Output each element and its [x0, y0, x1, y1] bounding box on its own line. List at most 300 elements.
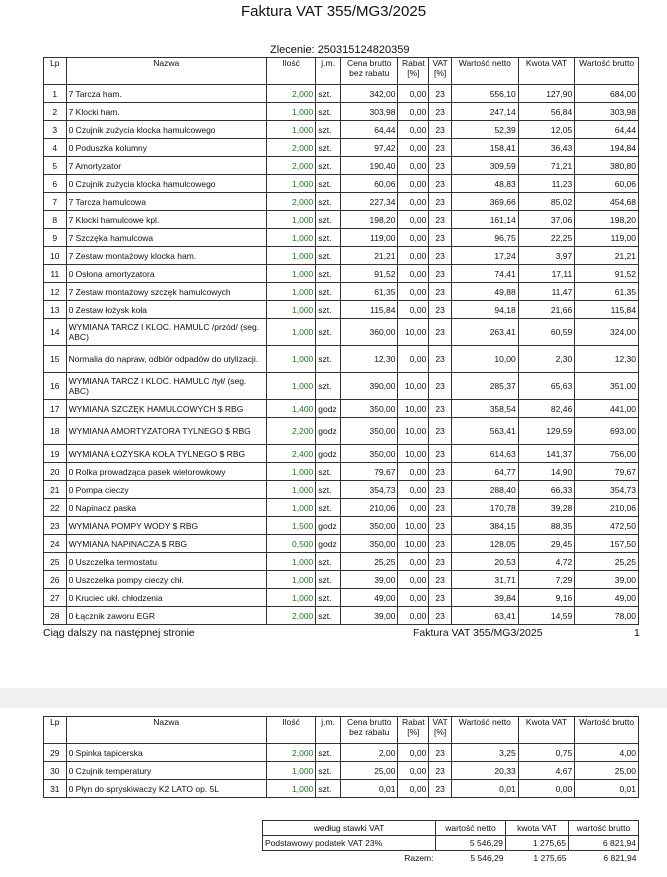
- invoice-title: Faktura VAT 355/MG3/2025: [240, 3, 427, 20]
- row-unit: szt.: [316, 319, 341, 346]
- table-row: [44, 139, 639, 157]
- row-net-value: 309,59: [451, 157, 518, 175]
- row-quantity: 1,000: [266, 553, 315, 571]
- row-vat-amount: 12,05: [518, 121, 575, 139]
- row-name: WYMIANA POMPY WODY $ RBG: [66, 517, 266, 535]
- row-net-value: 170,78: [451, 499, 518, 517]
- row-vat-rate: 23: [429, 85, 452, 103]
- table-row: [44, 553, 639, 571]
- row-unit: godz: [316, 517, 341, 535]
- row-vat-rate: 23: [429, 319, 452, 346]
- row-name: WYMIANA SZCZĘK HAMULCOWYCH $ RBG: [66, 400, 266, 418]
- table-row: [44, 499, 639, 517]
- row-discount: 0,00: [398, 780, 429, 798]
- summary-h-netto: wartość netto: [436, 821, 506, 836]
- table-row: [44, 319, 639, 346]
- row-vat-rate: 23: [429, 373, 452, 400]
- row-discount: 10,00: [398, 418, 429, 445]
- row-name: 0 Osłona amortyzatora: [66, 265, 266, 283]
- row-vat-rate: 23: [429, 499, 452, 517]
- col-vat: VAT [%]: [429, 58, 452, 85]
- row-unit: szt.: [316, 481, 341, 499]
- summary-total-kwota: 1 275,65: [533, 853, 567, 864]
- row-quantity: 1,000: [266, 211, 315, 229]
- row-quantity: 2,000: [266, 85, 315, 103]
- row-vat-amount: 88,35: [518, 517, 575, 535]
- row-vat-rate: 23: [429, 121, 452, 139]
- table-row: [44, 607, 639, 625]
- table-row: [44, 301, 639, 319]
- summary-row-netto: 5 546,29: [436, 836, 506, 851]
- row-price: 91,52: [340, 265, 398, 283]
- row-gross-value: 64,44: [575, 121, 639, 139]
- row-unit: szt.: [316, 247, 341, 265]
- row-quantity: 0,500: [266, 535, 315, 553]
- row-price: 303,98: [340, 103, 398, 121]
- row-price: 115,84: [340, 301, 398, 319]
- row-gross-value: 157,50: [575, 535, 639, 553]
- row-lp: 31: [44, 780, 67, 798]
- table-row: [44, 535, 639, 553]
- row-vat-amount: 82,46: [518, 400, 575, 418]
- row-gross-value: 49,00: [575, 589, 639, 607]
- row-net-value: 17,24: [451, 247, 518, 265]
- row-gross-value: 303,98: [575, 103, 639, 121]
- row-vat-rate: 23: [429, 400, 452, 418]
- row-price: 49,00: [340, 589, 398, 607]
- table-row: [44, 103, 639, 121]
- table-row: [44, 211, 639, 229]
- row-quantity: 2,200: [266, 418, 315, 445]
- row-discount: 0,00: [398, 139, 429, 157]
- summary-total-brutto: 6 821,94: [603, 853, 637, 864]
- row-gross-value: 354,73: [575, 481, 639, 499]
- order-number: Zlecenie: 250315124820359: [270, 44, 410, 56]
- row-gross-value: 198,20: [575, 211, 639, 229]
- row-discount: 0,00: [398, 265, 429, 283]
- row-net-value: 10,00: [451, 346, 518, 373]
- row-price: 0,01: [340, 780, 398, 798]
- row-unit: godz: [316, 418, 341, 445]
- row-net-value: 31,71: [451, 571, 518, 589]
- row-net-value: 94,18: [451, 301, 518, 319]
- row-name: 7 Zestaw montażowy klocka ham.: [66, 247, 266, 265]
- row-quantity: 1,000: [266, 175, 315, 193]
- summary-vat-row: [263, 836, 639, 851]
- summary-row-kwota: 1 275,65: [506, 836, 569, 851]
- row-discount: 0,00: [398, 229, 429, 247]
- row-vat-amount: 7,29: [518, 571, 575, 589]
- table-row: [44, 463, 639, 481]
- row-lp: 11: [44, 265, 67, 283]
- row-unit: szt.: [316, 157, 341, 175]
- row-gross-value: 693,00: [575, 418, 639, 445]
- row-vat-amount: 39,28: [518, 499, 575, 517]
- col-kwota: Kwota VAT: [518, 717, 575, 744]
- row-gross-value: 61,35: [575, 283, 639, 301]
- row-vat-amount: 71,21: [518, 157, 575, 175]
- row-vat-rate: 23: [429, 193, 452, 211]
- row-vat-rate: 23: [429, 607, 452, 625]
- row-price: 350,00: [340, 400, 398, 418]
- row-unit: szt.: [316, 499, 341, 517]
- row-net-value: 52,39: [451, 121, 518, 139]
- row-name: 0 Płyn do spryskiwaczy K2 LATO op. 5L: [66, 780, 266, 798]
- row-gross-value: 194,84: [575, 139, 639, 157]
- row-discount: 0,00: [398, 103, 429, 121]
- row-lp: 29: [44, 744, 67, 762]
- row-price: 350,00: [340, 535, 398, 553]
- row-discount: 0,00: [398, 499, 429, 517]
- row-vat-rate: 23: [429, 211, 452, 229]
- row-lp: 15: [44, 346, 67, 373]
- row-net-value: 358,54: [451, 400, 518, 418]
- row-price: 39,00: [340, 571, 398, 589]
- row-unit: szt.: [316, 265, 341, 283]
- col-lp: Lp: [44, 717, 67, 744]
- col-lp: Lp: [44, 58, 67, 85]
- row-quantity: 2,000: [266, 139, 315, 157]
- row-unit: szt.: [316, 780, 341, 798]
- col-brutto: Wartość brutto: [575, 717, 639, 744]
- row-vat-rate: 23: [429, 553, 452, 571]
- col-nazwa: Nazwa: [66, 717, 266, 744]
- row-lp: 4: [44, 139, 67, 157]
- row-vat-amount: 85,02: [518, 193, 575, 211]
- row-gross-value: 79,67: [575, 463, 639, 481]
- row-vat-amount: 36,43: [518, 139, 575, 157]
- row-gross-value: 324,00: [575, 319, 639, 346]
- col-cena: Cena brutto bez rabatu: [340, 717, 398, 744]
- row-price: 350,00: [340, 418, 398, 445]
- row-vat-rate: 23: [429, 762, 452, 780]
- row-gross-value: 454,68: [575, 193, 639, 211]
- row-name: WYMIANA TARCZ I KLOC. HAMULC /tył/ (seg. ABC): [66, 373, 266, 400]
- row-net-value: 39,84: [451, 589, 518, 607]
- row-quantity: 2,000: [266, 744, 315, 762]
- row-vat-rate: 23: [429, 463, 452, 481]
- row-discount: 0,00: [398, 762, 429, 780]
- row-vat-amount: 11,47: [518, 283, 575, 301]
- row-discount: 0,00: [398, 346, 429, 373]
- row-lp: 27: [44, 589, 67, 607]
- row-price: 79,67: [340, 463, 398, 481]
- row-name: 0 Zestaw łożysk koła: [66, 301, 266, 319]
- row-vat-amount: 127,90: [518, 85, 575, 103]
- row-price: 190,40: [340, 157, 398, 175]
- col-rabat: Rabat [%]: [398, 58, 429, 85]
- row-lp: 13: [44, 301, 67, 319]
- row-vat-amount: 37,06: [518, 211, 575, 229]
- row-name: 7 Tarcza ham.: [66, 85, 266, 103]
- row-net-value: 158,41: [451, 139, 518, 157]
- row-vat-amount: 60,59: [518, 319, 575, 346]
- continued-note: Ciąg dalszy na następnej stronie: [43, 627, 195, 639]
- row-name: 0 Pompa cieczy: [66, 481, 266, 499]
- row-price: 227,34: [340, 193, 398, 211]
- row-vat-rate: 23: [429, 301, 452, 319]
- table-row: [44, 247, 639, 265]
- row-vat-amount: 65,63: [518, 373, 575, 400]
- row-name: 0 Kruciec ukł. chłodzenia: [66, 589, 266, 607]
- row-net-value: 64,77: [451, 463, 518, 481]
- summary-header-row: [263, 821, 639, 836]
- row-discount: 0,00: [398, 121, 429, 139]
- row-name: WYMIANA TARCZ I KLOC. HAMULC /przód/ (seg. ABC): [66, 319, 266, 346]
- row-vat-rate: 23: [429, 157, 452, 175]
- row-name: 7 Zestaw montażowy szczęk hamulcowych: [66, 283, 266, 301]
- row-price: 97,42: [340, 139, 398, 157]
- row-vat-rate: 23: [429, 418, 452, 445]
- row-quantity: 2,000: [266, 607, 315, 625]
- row-price: 12,30: [340, 346, 398, 373]
- table-row: [44, 346, 639, 373]
- row-lp: 23: [44, 517, 67, 535]
- row-vat-amount: 56,84: [518, 103, 575, 121]
- row-discount: 0,00: [398, 175, 429, 193]
- row-vat-amount: 21,66: [518, 301, 575, 319]
- row-unit: szt.: [316, 85, 341, 103]
- row-net-value: 0,01: [451, 780, 518, 798]
- row-unit: szt.: [316, 373, 341, 400]
- row-lp: 19: [44, 445, 67, 463]
- row-net-value: 128,05: [451, 535, 518, 553]
- row-lp: 5: [44, 157, 67, 175]
- row-name: 7 Amortyzator: [66, 157, 266, 175]
- table-row: [44, 283, 639, 301]
- row-quantity: 1,000: [266, 283, 315, 301]
- table-header-row: [44, 58, 639, 85]
- row-discount: 10,00: [398, 319, 429, 346]
- page-number: 1: [634, 627, 640, 639]
- row-vat-amount: 3,97: [518, 247, 575, 265]
- row-price: 350,00: [340, 445, 398, 463]
- row-discount: 0,00: [398, 744, 429, 762]
- row-unit: szt.: [316, 175, 341, 193]
- col-ilosc: Ilość: [266, 717, 315, 744]
- row-gross-value: 380,80: [575, 157, 639, 175]
- row-vat-amount: 129,59: [518, 418, 575, 445]
- row-net-value: 263,41: [451, 319, 518, 346]
- row-quantity: 1,400: [266, 400, 315, 418]
- row-gross-value: 25,00: [575, 762, 639, 780]
- row-lp: 20: [44, 463, 67, 481]
- row-gross-value: 0,01: [575, 780, 639, 798]
- row-name: 0 Łącznik zaworu EGR: [66, 607, 266, 625]
- row-vat-rate: 23: [429, 445, 452, 463]
- row-discount: 10,00: [398, 373, 429, 400]
- row-gross-value: 60,06: [575, 175, 639, 193]
- row-name: Normalia do napraw, odbiór odpadów do utylizacji.: [66, 346, 266, 373]
- row-lp: 7: [44, 193, 67, 211]
- row-discount: 0,00: [398, 157, 429, 175]
- row-lp: 21: [44, 481, 67, 499]
- row-quantity: 1,000: [266, 780, 315, 798]
- row-vat-amount: 2,30: [518, 346, 575, 373]
- row-gross-value: 39,00: [575, 571, 639, 589]
- row-quantity: 1,000: [266, 301, 315, 319]
- row-net-value: 369,66: [451, 193, 518, 211]
- row-lp: 8: [44, 211, 67, 229]
- table-row: [44, 481, 639, 499]
- row-unit: szt.: [316, 463, 341, 481]
- table-row: [44, 121, 639, 139]
- row-quantity: 1,000: [266, 589, 315, 607]
- row-unit: godz: [316, 535, 341, 553]
- row-name: 0 Poduszka kolumny: [66, 139, 266, 157]
- row-vat-amount: 4,72: [518, 553, 575, 571]
- row-vat-rate: 23: [429, 571, 452, 589]
- row-net-value: 20,33: [451, 762, 518, 780]
- row-quantity: 1,000: [266, 571, 315, 589]
- row-gross-value: 91,52: [575, 265, 639, 283]
- row-price: 25,00: [340, 762, 398, 780]
- row-vat-amount: 22,25: [518, 229, 575, 247]
- row-quantity: 2,000: [266, 193, 315, 211]
- footer-invoice-number: Faktura VAT 355/MG3/2025: [413, 627, 543, 639]
- table-row: [44, 373, 639, 400]
- vat-summary-table: [262, 820, 639, 866]
- row-discount: 10,00: [398, 517, 429, 535]
- row-name: 7 Szczęka hamulcowa: [66, 229, 266, 247]
- row-vat-rate: 23: [429, 247, 452, 265]
- row-net-value: 247,14: [451, 103, 518, 121]
- row-vat-rate: 23: [429, 517, 452, 535]
- col-kwota: Kwota VAT: [518, 58, 575, 85]
- row-vat-amount: 14,90: [518, 463, 575, 481]
- row-price: 25,25: [340, 553, 398, 571]
- row-lp: 10: [44, 247, 67, 265]
- row-unit: szt.: [316, 553, 341, 571]
- row-price: 350,00: [340, 517, 398, 535]
- table-row: [44, 400, 639, 418]
- row-discount: 0,00: [398, 589, 429, 607]
- row-quantity: 1,000: [266, 762, 315, 780]
- row-net-value: 614,63: [451, 445, 518, 463]
- row-gross-value: 12,30: [575, 346, 639, 373]
- row-quantity: 2,400: [266, 445, 315, 463]
- row-quantity: 1,000: [266, 481, 315, 499]
- col-vat: VAT [%]: [429, 717, 452, 744]
- row-price: 64,44: [340, 121, 398, 139]
- row-name: WYMIANA NAPINACZA $ RBG: [66, 535, 266, 553]
- row-price: 210,06: [340, 499, 398, 517]
- col-netto: Wartość netto: [451, 717, 518, 744]
- summary-h-kwota: kwota VAT: [506, 821, 569, 836]
- row-quantity: 1,000: [266, 247, 315, 265]
- row-net-value: 96,75: [451, 229, 518, 247]
- row-quantity: 1,000: [266, 265, 315, 283]
- row-gross-value: 78,00: [575, 607, 639, 625]
- row-lp: 12: [44, 283, 67, 301]
- row-unit: godz: [316, 445, 341, 463]
- row-quantity: 1,000: [266, 319, 315, 346]
- row-vat-rate: 23: [429, 229, 452, 247]
- row-name: 7 Tarcza hamulcowa: [66, 193, 266, 211]
- row-price: 342,00: [340, 85, 398, 103]
- summary-total-label: Razem:: [404, 853, 434, 864]
- row-unit: szt.: [316, 121, 341, 139]
- row-quantity: 1,000: [266, 463, 315, 481]
- row-price: 360,00: [340, 319, 398, 346]
- row-lp: 30: [44, 762, 67, 780]
- row-lp: 16: [44, 373, 67, 400]
- row-price: 119,00: [340, 229, 398, 247]
- table-row: [44, 589, 639, 607]
- row-vat-rate: 23: [429, 535, 452, 553]
- table-row: [44, 175, 639, 193]
- row-vat-rate: 23: [429, 103, 452, 121]
- row-vat-amount: 0,00: [518, 780, 575, 798]
- row-gross-value: 472,50: [575, 517, 639, 535]
- row-vat-amount: 9,16: [518, 589, 575, 607]
- row-discount: 0,00: [398, 481, 429, 499]
- row-vat-rate: 23: [429, 744, 452, 762]
- row-discount: 0,00: [398, 571, 429, 589]
- row-lp: 6: [44, 175, 67, 193]
- summary-row-brutto: 6 821,94: [569, 836, 639, 851]
- row-gross-value: 21,21: [575, 247, 639, 265]
- col-rabat: Rabat [%]: [398, 717, 429, 744]
- summary-h-label: według stawki VAT: [263, 821, 436, 836]
- row-lp: 1: [44, 85, 67, 103]
- row-net-value: 48,83: [451, 175, 518, 193]
- row-vat-rate: 23: [429, 780, 452, 798]
- row-unit: szt.: [316, 607, 341, 625]
- row-gross-value: 756,00: [575, 445, 639, 463]
- row-net-value: 20,53: [451, 553, 518, 571]
- row-price: 198,20: [340, 211, 398, 229]
- row-net-value: 49,88: [451, 283, 518, 301]
- row-discount: 0,00: [398, 463, 429, 481]
- row-price: 21,21: [340, 247, 398, 265]
- row-net-value: 74,41: [451, 265, 518, 283]
- row-name: 0 Czujnik zużycia klocka hamulcowego: [66, 175, 266, 193]
- row-unit: szt.: [316, 211, 341, 229]
- row-vat-amount: 11,23: [518, 175, 575, 193]
- row-unit: szt.: [316, 229, 341, 247]
- row-vat-rate: 23: [429, 346, 452, 373]
- row-vat-amount: 17,11: [518, 265, 575, 283]
- row-name: 0 Rolka prowadząca pasek wielorowkowy: [66, 463, 266, 481]
- row-vat-amount: 0,75: [518, 744, 575, 762]
- table-row: [44, 85, 639, 103]
- row-vat-rate: 23: [429, 283, 452, 301]
- row-net-value: 63,41: [451, 607, 518, 625]
- row-name: 0 Napinacz paska: [66, 499, 266, 517]
- row-name: 7 Klocki hamulcowe kpl.: [66, 211, 266, 229]
- row-discount: 10,00: [398, 400, 429, 418]
- row-vat-rate: 23: [429, 139, 452, 157]
- row-unit: szt.: [316, 301, 341, 319]
- row-lp: 17: [44, 400, 67, 418]
- page-break: [0, 688, 667, 708]
- row-lp: 9: [44, 229, 67, 247]
- row-discount: 0,00: [398, 283, 429, 301]
- table-row: [44, 744, 639, 762]
- row-quantity: 1,000: [266, 346, 315, 373]
- row-name: 0 Uszczelka termostatu: [66, 553, 266, 571]
- row-net-value: 161,14: [451, 211, 518, 229]
- row-name: 0 Czujnik temperatury: [66, 762, 266, 780]
- row-net-value: 288,40: [451, 481, 518, 499]
- row-discount: 0,00: [398, 607, 429, 625]
- row-lp: 28: [44, 607, 67, 625]
- row-vat-amount: 14,59: [518, 607, 575, 625]
- row-lp: 14: [44, 319, 67, 346]
- row-price: 60,06: [340, 175, 398, 193]
- items-table-page2: [43, 716, 639, 798]
